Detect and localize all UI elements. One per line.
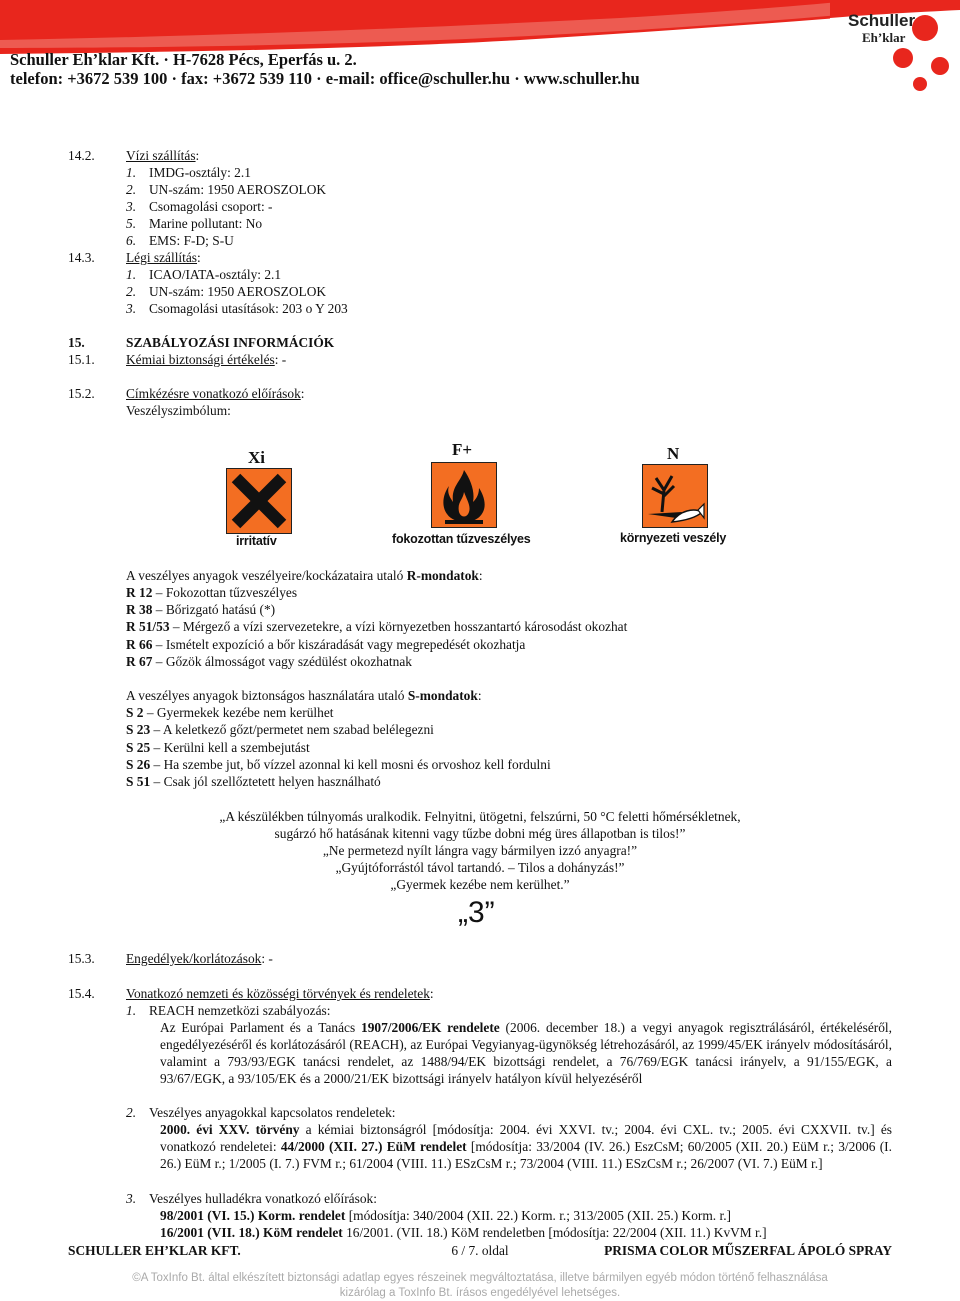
suffix: : - [274,352,287,367]
section-14-2-title: Vízi szállítás [126,148,196,163]
s-text: – Ha szembe jut, bő vízzel azonnal ki kell mosni és orvoshoz kell fordulni [150,757,551,772]
r-text: – Ismételt expozíció a bőr kiszáradását vagy megrepedését okozhatja [152,637,526,652]
waste-bold: 16/2001 (VII. 18.) KöM rendelet [160,1225,343,1240]
list-num: 2. [126,182,137,197]
colon: : [300,386,305,401]
section-15-4-heading [126,985,434,1002]
r-text: – Bőrizgató hatású (*) [152,602,276,617]
section-15-1-heading [126,351,286,368]
list-num: 5. [126,216,137,231]
r-phrases-intro [126,567,483,584]
symbol-xi-caption: irritatív [236,534,277,548]
list-item: Marine pollutant: No [149,216,263,231]
intro-bold: R-mondatok [406,568,479,583]
section-15-1-title: Kémiai biztonsági értékelés [126,352,275,367]
r-text: – Gőzök álmosságot vagy szédülést okozhatnak [152,654,412,669]
section-15-title: SZABÁLYOZÁSI INFORMÁCIÓK [126,335,335,350]
reach-paragraph [160,1019,892,1087]
section-15-2-heading [126,385,305,402]
r-phrase [126,618,627,635]
section-15-2-number: 15.2. [68,386,95,401]
r-phrase [126,601,275,618]
colon: : [197,250,201,265]
r-phrase [126,636,525,653]
aerosol-mark-3: „3” [458,896,495,929]
footer-company: SCHULLER EH’KLAR KFT. [68,1243,241,1258]
hazardous-title: Veszélyes anyagokkal kapcsolatos rendeletek: [149,1105,396,1120]
list-num: 2. [126,1105,137,1120]
logo-text-schuller: Schuller [848,11,916,30]
logo-text-ehklar: Eh’klar [862,30,906,45]
reach-title: REACH nemzetközi szabályozás: [149,1003,331,1018]
list-num: 3. [126,1191,137,1206]
section-15-3-heading [126,950,273,967]
s-code: S 26 [126,757,151,772]
list-item: Csomagolási utasítások: 203 o Y 203 [149,301,348,316]
footer-product: PRISMA COLOR MŰSZERFAL ÁPOLÓ SPRAY [604,1243,892,1258]
symbol-fplus-caption: fokozottan tűzveszélyes [392,532,531,546]
section-15-2-title: Címkézésre vonatkozó előírások [126,386,301,401]
r-phrase [126,584,297,601]
s-phrase [126,756,551,773]
list-num: 6. [126,233,137,248]
section-14-3-heading [126,249,201,266]
company-address: Schuller Eh’klar Kft. · H-7628 Pécs, Eperfás u. 2. [10,50,357,69]
intro-bold: S-mondatok [407,688,478,703]
s-code: S 23 [126,722,151,737]
list-item: IMDG-osztály: 2.1 [149,165,251,180]
intro-text: A veszélyes anyagok biztonságos használatára utaló [126,688,408,703]
s-phrase [126,704,334,721]
letterhead [0,0,960,100]
waste-line [160,1207,731,1224]
x-cross-icon [226,468,292,534]
dead-tree-fish-icon [642,464,708,528]
list-num: 1. [126,165,137,180]
s-text: – Kerülni kell a szembejutást [150,740,310,755]
list-item: UN-szám: 1950 AEROSZOLOK [149,182,327,197]
symbol-n-caption: környezeti veszély [620,531,727,545]
section-15-3-number: 15.3. [68,951,95,966]
section-14-2-number: 14.2. [68,148,95,163]
decree-bold: 44/2000 (XII. 27.) EüM rendelet [280,1139,467,1154]
waste-line [160,1224,767,1241]
reach-post: (2006. december 18.) a vegyi anyagok regisztrálásáról, értékeléséről, engedélyezéséről és korlátozásáról (REACH), az Európai Vegyianyag-ügynökség létrehozásáról, az 1999/45/EK irányelv módosításáról, valamint a 793/93/EGK tanácsi rendelet, az 1488/94/EK bizottsági rendelet, a 76/769/EGK tanácsi irányelv, a 91/155/EGK, a 93/67/EGK, a 93/105/EK és a 2000/21/EK bizottsági irányelv hatályon kívül helyezéséről [160,1020,893,1086]
intro-colon: : [478,568,483,583]
section-15-4-number: 15.4. [68,986,95,1001]
list-num: 1. [126,267,137,282]
section-14-3-title: Légi szállítás [126,250,198,265]
s-code: S 51 [126,774,151,789]
r-text: – Fokozottan tűzveszélyes [152,585,298,600]
waste-title: Veszélyes hulladékra vonatkozó előírások: [149,1191,377,1206]
list-item: EMS: F-D; S-U [149,233,234,248]
suffix: : - [261,951,273,966]
r-code: R 67 [126,654,153,669]
r-code: R 38 [126,602,153,617]
s-code: S 25 [126,740,151,755]
r-code: R 12 [126,585,153,600]
symbol-fplus-code: F+ [452,440,473,459]
section-15-number: 15. [68,335,85,350]
waste-text: [módosítja: 340/2004 (XII. 22.) Korm. r.; 313/2005 (XII. 25.) Korm. r.] [345,1208,732,1223]
company-contacts: telefon: +3672 539 100 · fax: +3672 539 110 · e-mail: office@schuller.hu · www.schuller.hu [10,69,640,88]
s-phrase [126,773,381,790]
s-code: S 2 [126,705,144,720]
colon: : [429,986,434,1001]
r-code: R 51/53 [126,619,170,634]
r-code: R 66 [126,637,153,652]
hazardous-paragraph [160,1121,892,1172]
symbol-n-code: N [667,444,680,463]
intro-text: A veszélyes anyagok veszélyeire/kockázataira utaló [126,568,407,583]
s-text: – A keletkező gőzt/permetet nem szabad belélegezni [150,722,434,737]
s-phrases-intro [126,687,482,704]
warning-quote-line: „Gyújtóforrástól távol tartandó. – Tilos a dohányzás!” [335,860,625,875]
section-15-1-number: 15.1. [68,352,95,367]
waste-text: 16/2001. (VII. 18.) KöM rendeletben [módosítja: 22/2004 (XII. 11.) KvVM r.] [342,1225,767,1240]
list-num: 2. [126,284,137,299]
list-num: 1. [126,1003,137,1018]
s-phrase [126,739,310,756]
waste-bold: 98/2001 (VI. 15.) Korm. rendelet [160,1208,346,1223]
s-phrase [126,721,434,738]
section-15-4-title: Vonatkozó nemzeti és közösségi törvények és rendeletek [126,986,430,1001]
reach-bold: 1907/2006/EK rendelete [361,1020,500,1035]
list-item: Csomagolási csoport: - [149,199,273,214]
logo-dot-3 [931,57,949,75]
r-text: – Mérgező a vízi szervezetekre, a vízi környezetben hosszantartó károsodást okozhat [169,619,628,634]
warning-quote-line: „Ne permetezd nyílt lángra vagy bármilyen izzó anyagra!” [322,843,638,858]
footer-page-number: 6 / 7. oldal [451,1243,509,1258]
warning-quote-line: „Gyermek kezébe nem kerülhet.” [390,877,570,892]
list-item: ICAO/IATA-osztály: 2.1 [149,267,282,282]
s-text: – Csak jól szellőztetett helyen használható [150,774,381,789]
law-bold: 2000. évi XXV. törvény [160,1122,300,1137]
logo-dot-1 [912,15,938,41]
section-14-2-heading [126,147,199,164]
colon: : [195,148,200,163]
list-num: 3. [126,199,137,214]
copyright-line: ©A ToxInfo Bt. által elkészített biztonsági adatlap egyes részeinek megváltoztatása, illetve bármilyen egyéb módon történő felhasználása [132,1272,828,1284]
symbol-xi-code: Xi [248,448,265,467]
decree-text: [módosítja: 33/2004 (IV. 26.) EszCsM; 60/2005 (XII. 20.) EüM r.; 3/2006 (I. 26.) EüM r.; 1/2005 (I. 7.) FVM r.; 61/2004 (VIII. 11.) ESzCsM r.; 73/2004 (VIII. 11.) ESzCsM r.; 26/2007 (VI. 7.) EüM r.] [160,1139,892,1171]
intro-colon: : [477,688,482,703]
reach-pre: Az Európai Parlament és a Tanács [160,1020,362,1035]
flame-icon [431,462,497,528]
section-15-3-title: Engedélyek/korlátozások [126,951,262,966]
copyright-line: kizárólag a ToxInfo Bt. írásos engedélyével lehetséges. [339,1287,621,1299]
s-text: – Gyermekek kezébe nem kerülhet [143,705,334,720]
law-text: a kémiai biztonságról [módosítja: 2004. évi XXVI. tv.; 2004. évi CXL. tv.; 2005. évi CXXVII. tv.] és vonatkozó rendeletei: [160,1122,892,1154]
logo-dot-2 [893,48,913,68]
hazard-symbol-label: Veszélyszimbólum: [126,403,231,418]
r-phrase [126,653,412,670]
warning-quote-line: „A készülékben túlnyomás uralkodik. Felnyitni, ütögetni, felszúrni, 50 °C feletti hőmérsékletnek, [219,809,741,824]
warning-quote-line: sugárzó hő hatásának kitenni vagy tűzbe dobni még üres állapotban is tilos!” [274,826,686,841]
logo-dot-4 [913,77,927,91]
section-14-3-number: 14.3. [68,250,95,265]
list-num: 3. [126,301,137,316]
list-item: UN-szám: 1950 AEROSZOLOK [149,284,327,299]
